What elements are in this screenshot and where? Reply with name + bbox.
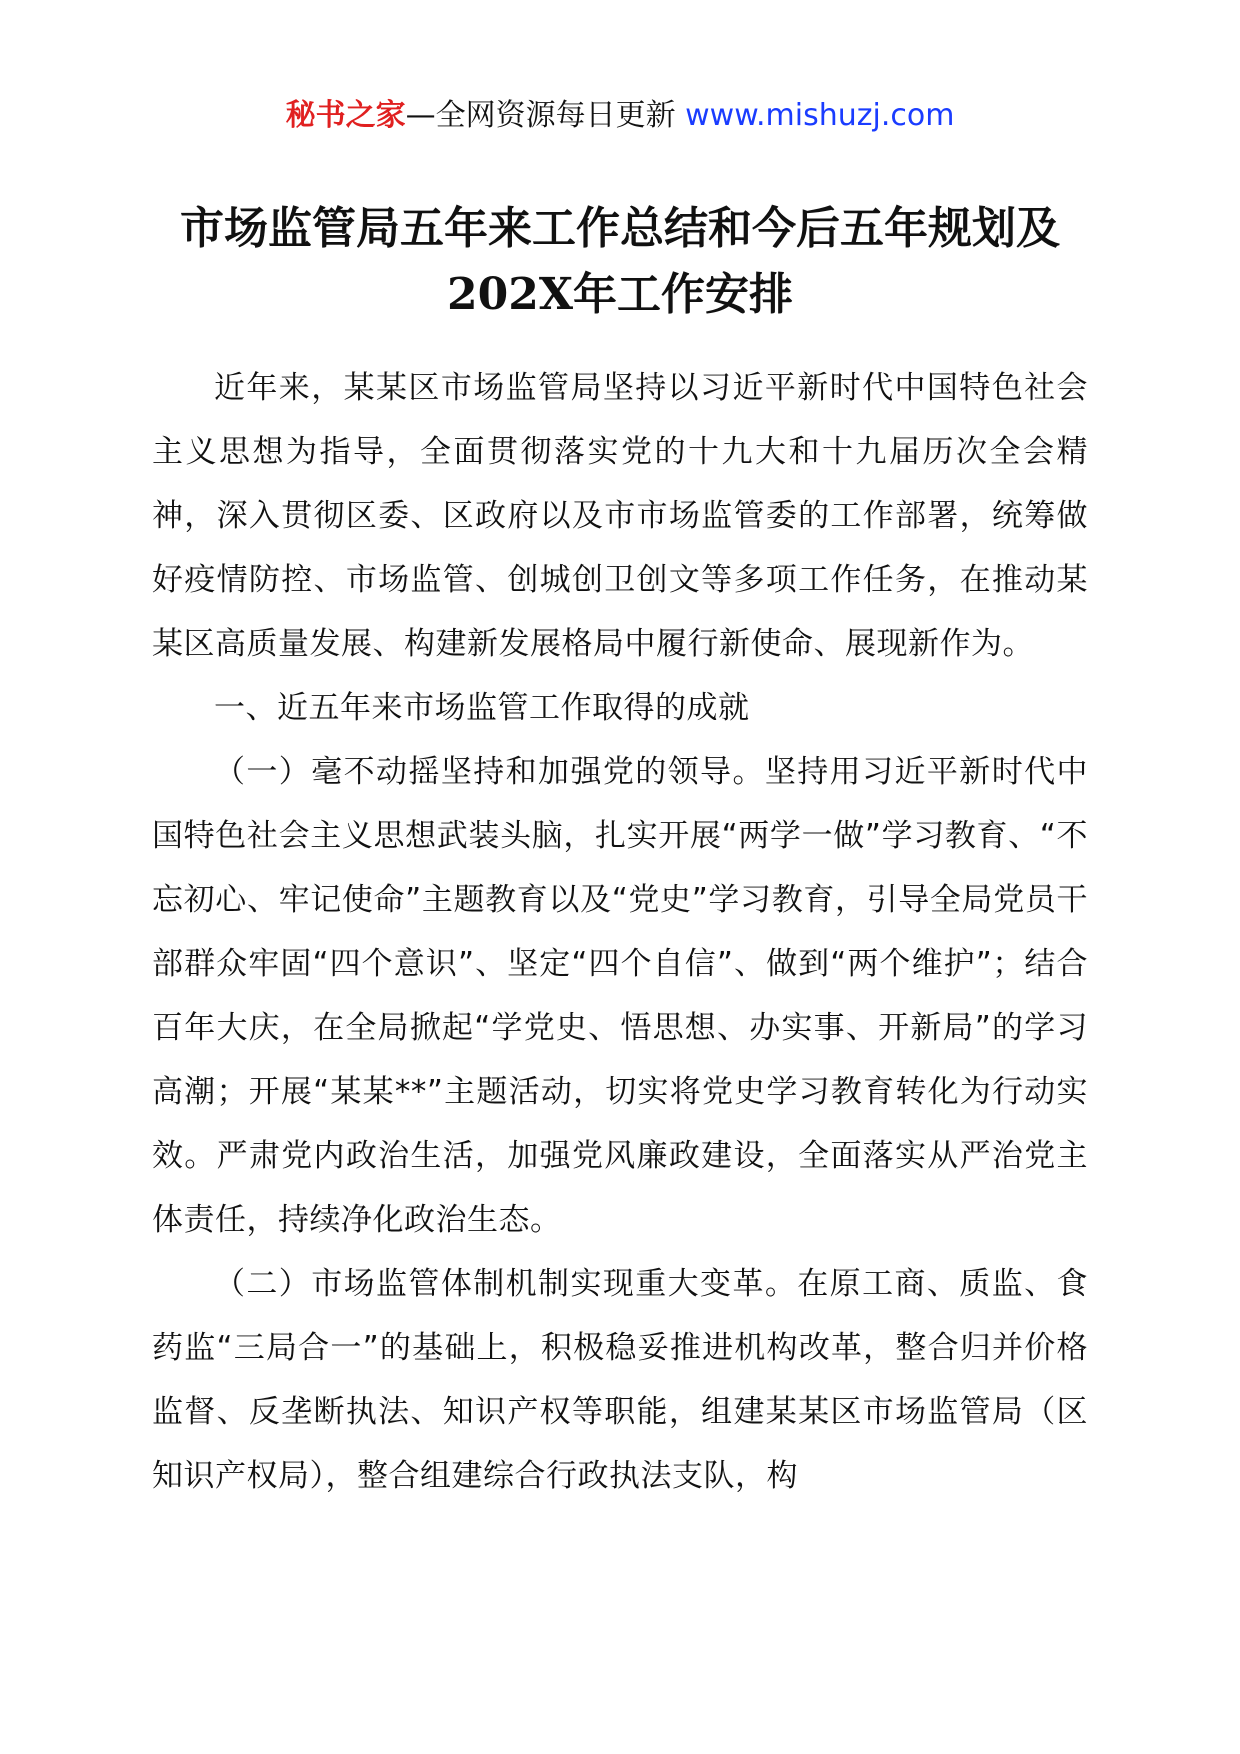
banner-url-link[interactable]: www.mishuzj.com	[685, 98, 955, 133]
body-paragraph: （一）毫不动摇坚持和加强党的领导。坚持用习近平新时代中国特色社会主义思想武装头脑，扎实开展“两学一做”学习教育、“不忘初心、牢记使命”主题教育以及“党史”学习教育，引导全局党员干部群众牢固“四个意识”、坚定“四个自信”、做到“两个维护”；结合百年大庆，在全局掀起“学党史、悟思想、办实事、开新局”的学习高潮；开展“某某**”主题活动，切实将党史学习教育转化为行动实效。严肃党内政治生活，加强党风廉政建设，全面落实从严治党主体责任，持续净化政治生态。	[152, 754, 1088, 1238]
banner-tagline: —全网资源每日更新	[405, 98, 686, 133]
section-heading: 一、近五年来市场监管工作取得的成就	[214, 690, 750, 726]
document-body	[152, 356, 1088, 1508]
document-title-line-2: 202X年工作安排	[447, 269, 793, 320]
body-paragraph: （二）市场监管体制机制实现重大变革。在原工商、质监、食药监“三局合一”的基础上，积极稳妥推进机构改革，整合归并价格监督、反垄断执法、知识产权等职能，组建某某区市场监管局（区知识产权局），整合组建综合行政执法支队，构	[152, 1266, 1088, 1494]
intro-paragraph: 近年来，某某区市场监管局坚持以习近平新时代中国特色社会主义思想为指导，全面贯彻落实党的十九大和十九届历次全会精神，深入贯彻区委、区政府以及市市场监管委的工作部署，统筹做好疫情防控、市场监管、创城创卫创文等多项工作任务，在推动某某区高质量发展、构建新发展格局中履行新使命、展现新作为。	[152, 370, 1088, 662]
banner-brand: 秘书之家	[285, 98, 406, 133]
document-title	[120, 196, 1120, 328]
document-title-line-1: 市场监管局五年来工作总结和今后五年规划及	[180, 203, 1060, 254]
site-banner	[0, 96, 1240, 136]
